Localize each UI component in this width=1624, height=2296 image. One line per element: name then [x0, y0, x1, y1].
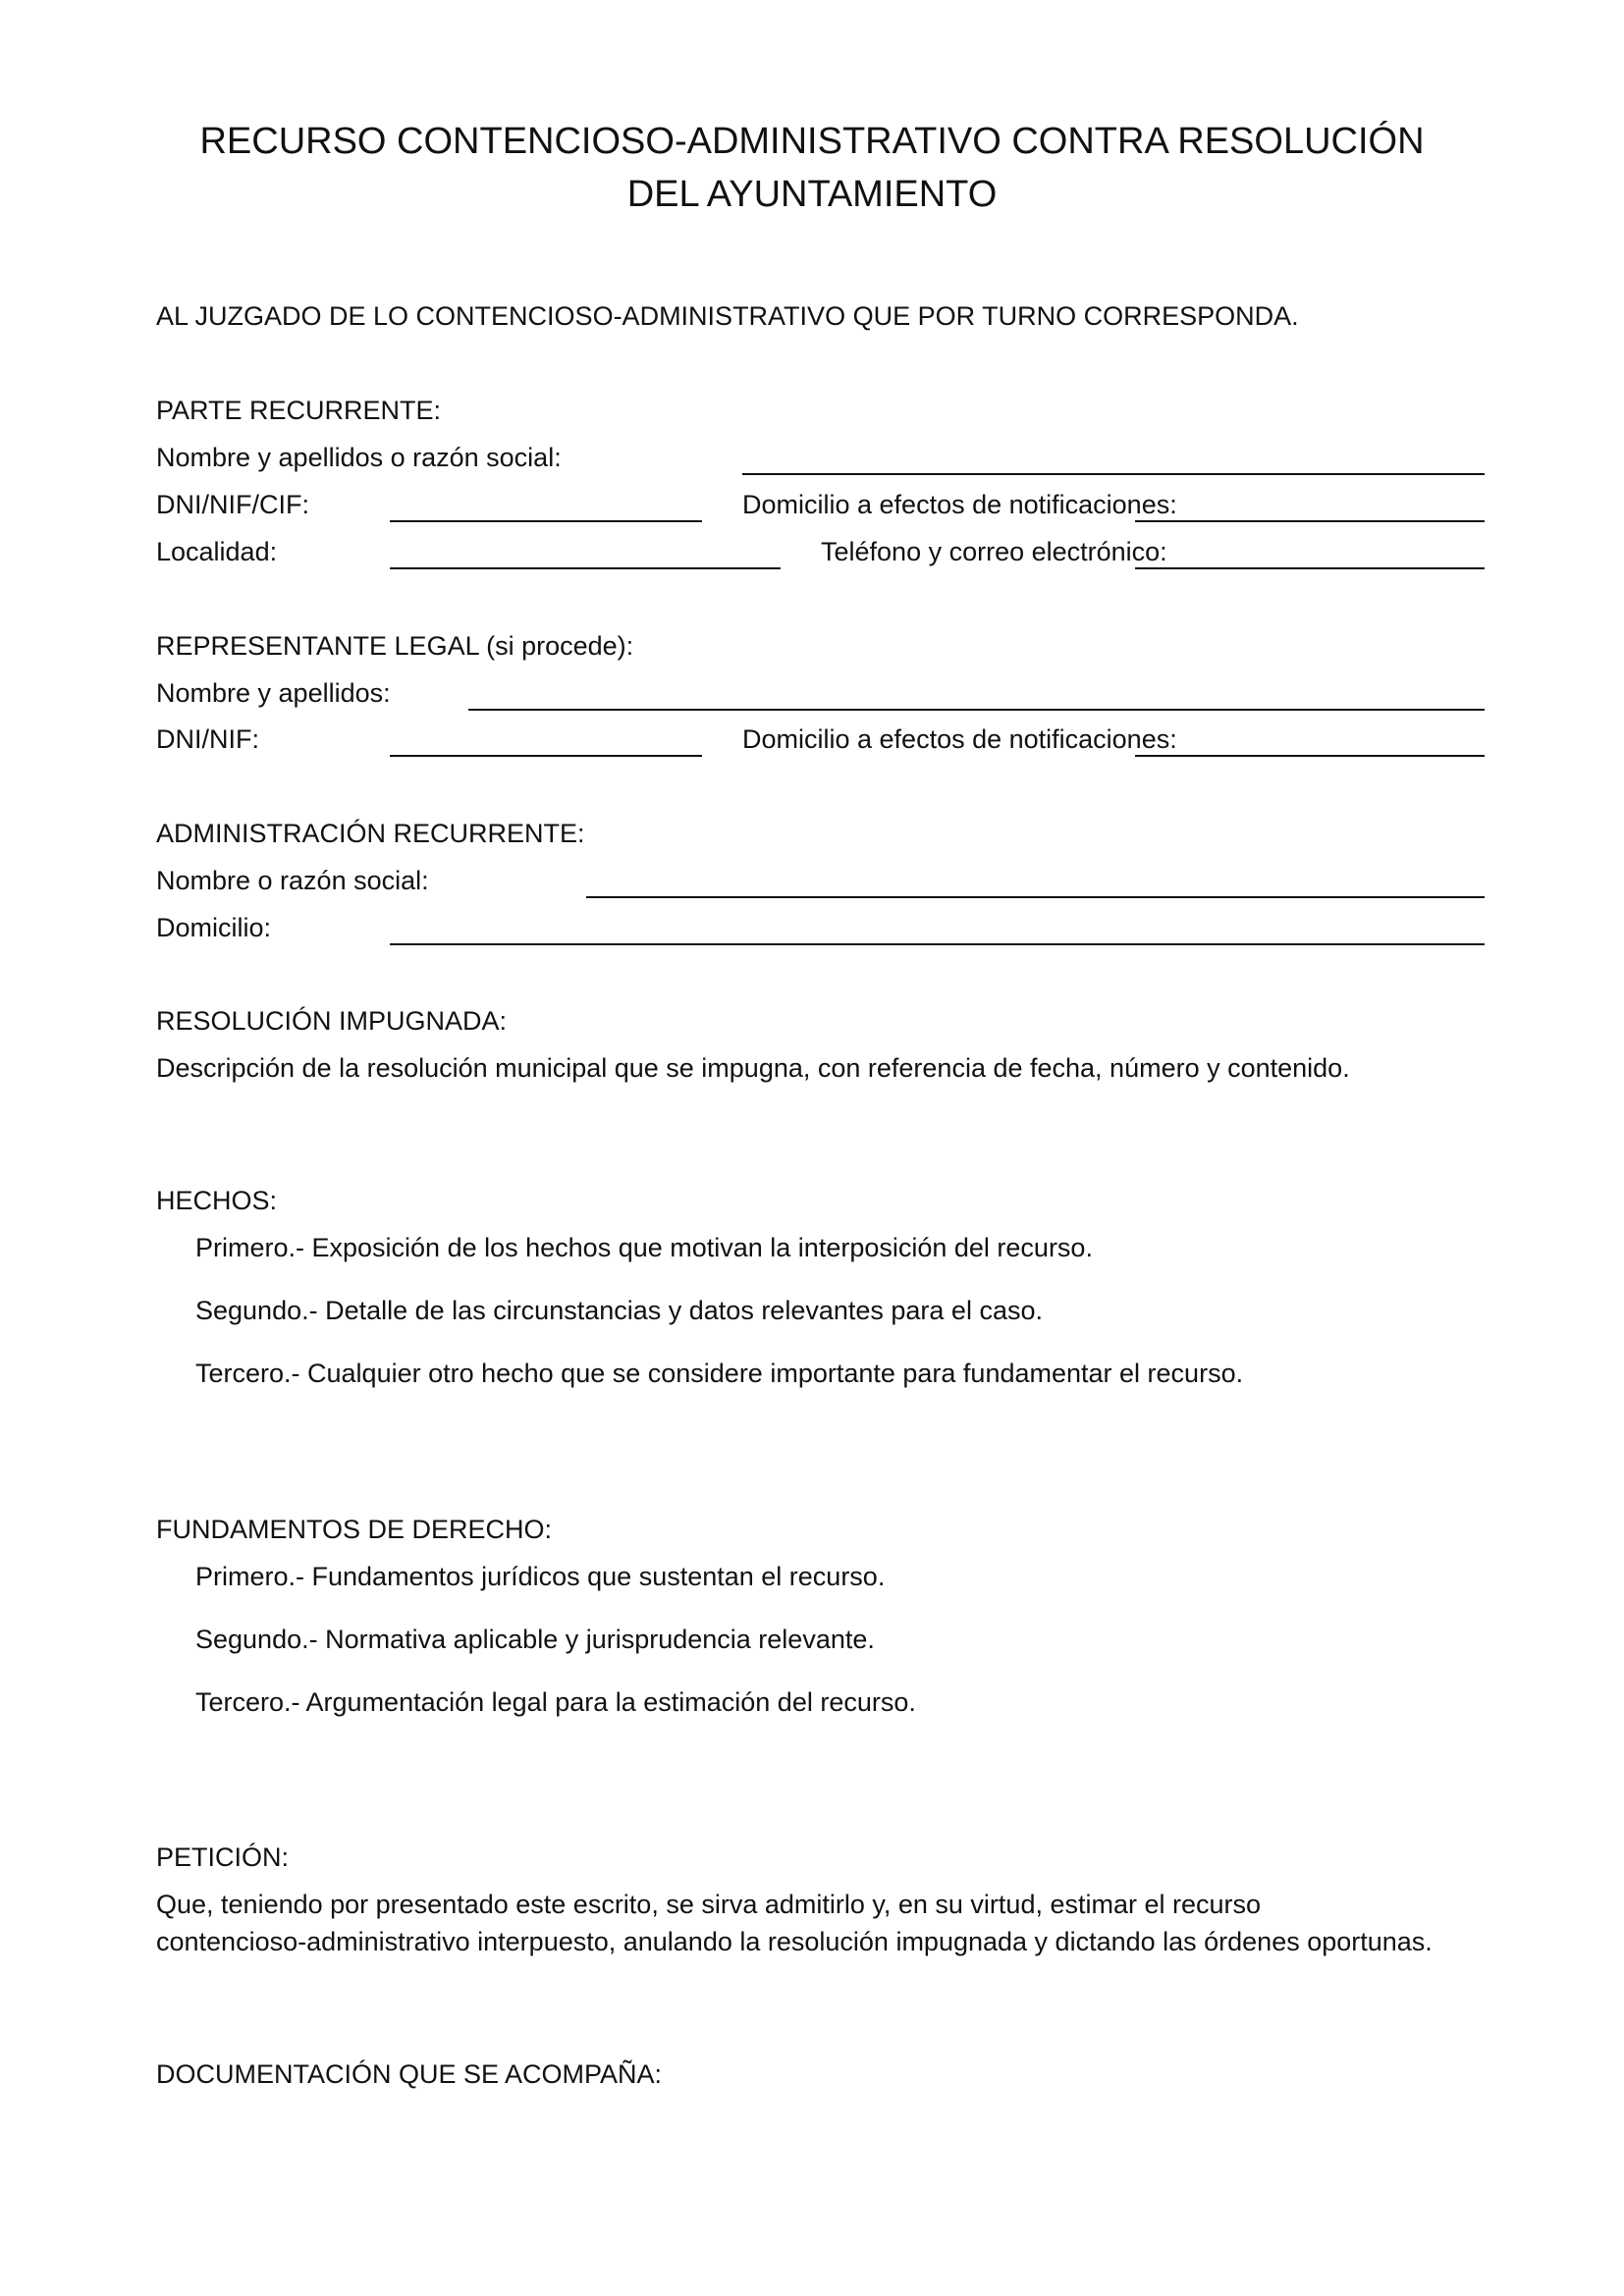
document-title-line-1: RECURSO CONTENCIOSO-ADMINISTRATIVO CONTRA RESOLUCIÓN [199, 121, 1425, 162]
hechos-item: Segundo.- Detalle de las circunstancias y datos relevantes para el caso. [195, 1296, 1043, 1325]
field-nombre-razon-social[interactable] [742, 473, 1485, 475]
peticion-text-line-2: contencioso-administrativo interpuesto, anulando la resolución impugnada y dictando las órdenes oportunas. [156, 1927, 1433, 1956]
heading-administracion-recurrente: ADMINISTRACIÓN RECURRENTE: [156, 819, 585, 848]
heading-fundamentos-de-derecho: FUNDAMENTOS DE DERECHO: [156, 1515, 553, 1544]
addressee: AL JUZGADO DE LO CONTENCIOSO-ADMINISTRATIVO QUE POR TURNO CORRESPONDA. [156, 301, 1299, 331]
field-domicilio-notificaciones-representante[interactable] [1135, 755, 1485, 757]
hechos-item: Primero.- Exposición de los hechos que motivan la interposición del recurso. [195, 1233, 1093, 1262]
label-domicilio-notificaciones: Domicilio a efectos de notificaciones: [742, 490, 1177, 519]
heading-parte-recurrente: PARTE RECURRENTE: [156, 396, 442, 425]
field-nombre-apellidos[interactable] [468, 709, 1485, 711]
fundamentos-item: Tercero.- Argumentación legal para la estimación del recurso. [195, 1687, 916, 1717]
label-localidad: Localidad: [156, 537, 278, 566]
label-domicilio: Domicilio: [156, 913, 272, 942]
field-localidad[interactable] [390, 567, 781, 569]
resolucion-impugnada-description: Descripción de la resolución municipal que se impugna, con referencia de fecha, número y contenido. [156, 1053, 1350, 1083]
label-domicilio-notificaciones-representante: Domicilio a efectos de notificaciones: [742, 724, 1177, 754]
label-nombre-apellidos: Nombre y apellidos: [156, 678, 391, 708]
hechos-item: Tercero.- Cualquier otro hecho que se considere importante para fundamentar el recurso. [195, 1359, 1244, 1388]
peticion-text-line-1: Que, teniendo por presentado este escrito, se sirva admitirlo y, en su virtud, estimar el recurso [156, 1890, 1262, 1919]
field-dni-nif[interactable] [390, 755, 702, 757]
label-nombre-razon-social-administracion: Nombre o razón social: [156, 866, 429, 895]
fundamentos-item: Segundo.- Normativa aplicable y jurisprudencia relevante. [195, 1625, 875, 1654]
document-title-line-2: DEL AYUNTAMIENTO [626, 174, 998, 215]
label-telefono-correo: Teléfono y correo electrónico: [821, 537, 1167, 566]
field-telefono-correo[interactable] [1135, 567, 1485, 569]
field-domicilio-notificaciones[interactable] [1135, 520, 1485, 522]
field-dni-nif-cif[interactable] [390, 520, 702, 522]
field-domicilio[interactable] [390, 943, 1485, 945]
heading-peticion: PETICIÓN: [156, 1842, 290, 1872]
heading-hechos: HECHOS: [156, 1186, 278, 1215]
label-nombre-razon-social: Nombre y apellidos o razón social: [156, 443, 562, 472]
label-dni-nif: DNI/NIF: [156, 724, 259, 754]
fundamentos-item: Primero.- Fundamentos jurídicos que sustentan el recurso. [195, 1562, 886, 1591]
label-dni-nif-cif: DNI/NIF/CIF: [156, 490, 309, 519]
heading-documentacion: DOCUMENTACIÓN QUE SE ACOMPAÑA: [156, 2059, 663, 2089]
heading-representante-legal: REPRESENTANTE LEGAL (si procede): [156, 631, 634, 661]
heading-resolucion-impugnada: RESOLUCIÓN IMPUGNADA: [156, 1006, 508, 1036]
field-nombre-razon-social-administracion[interactable] [586, 896, 1485, 898]
